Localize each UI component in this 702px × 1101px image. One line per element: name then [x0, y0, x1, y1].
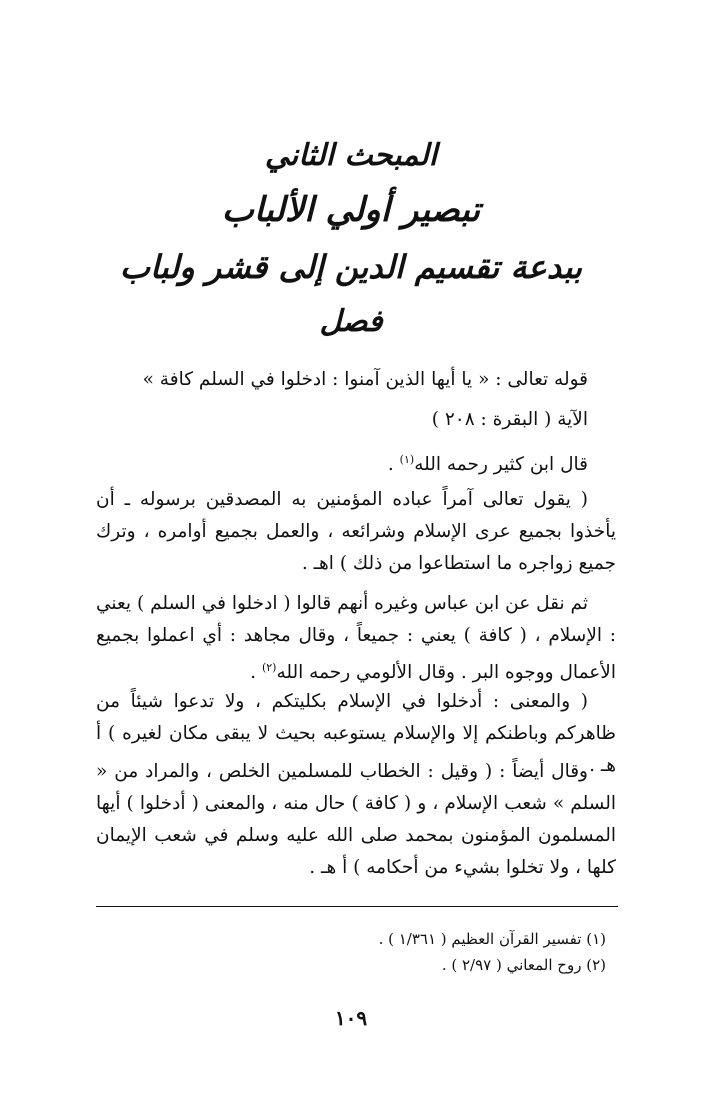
paragraph-verse-ref: الآية ( البقرة : ٢٠٨ ) [431, 409, 588, 430]
paragraph-ibn-abbas [96, 588, 616, 689]
page-number: ١٠٩ [334, 1006, 368, 1030]
paragraph-also-said: وقال أيضاً : ( وقيل : الخطاب للمسلمين الخلص ، والمراد من « السلم » شعب الإسلام ، و ( كافة ) حال منه ، والمعنى ( أدخلوا ) أيها المسلمون المؤمنون بمحمد صلى الله عليه وسلم في شعب الإيمان كلها ، ولا تخلوا بشيء من أحكامه ) أ هـ . [96, 761, 616, 878]
paragraph-meaning: ( والمعنى : أدخلوا في الإسلام بكليتكم ، ولا تدعوا شيئاً من ظاهركم وباطنكم إلا والإسلام يستوعبه بحيث لا يبقى مكان لغيره ) أ هـ . [96, 691, 616, 776]
fasl-heading: فصل [319, 304, 383, 339]
paragraph-verse: قوله تعالى : « يا أيها الذين آمنوا : ادخلوا في السلم كافة » [142, 369, 588, 390]
section-heading: المبحث الثاني [264, 138, 438, 173]
footnote-1: (١) تفسير القرآن العظيم ( ١/٣٦١ ) . [378, 930, 606, 948]
paragraph-ibn-kathir [96, 444, 616, 481]
ibn-kathir-text: قال ابن كثير رحمه الله [414, 454, 588, 476]
ibn-abbas-end: . [250, 662, 262, 684]
ibn-abbas-text: ثم نقل عن ابن عباس وغيره أنهم قالوا ( ادخلوا في السلم ) يعني : الإسلام ، ( كافة ) يعني : جميعاً ، وقال مجاهد : أي اعملوا بجميع الأعمال ووجوه البر . وقال الألومي رحمه الله [96, 593, 616, 684]
chapter-subtitle: ببدعة تقسيم الدين إلى قشر ولباب [119, 248, 583, 286]
footnote-marker-1: (١) [399, 453, 415, 466]
footnote-divider [96, 906, 618, 907]
paragraph-quote-1: ( يقول تعالى آمراً عباده المؤمنين به المصدقين برسوله ـ أن يأخذوا بجميع عرى الإسلام وشرائعه ، والعمل بجميع أوامره ، وترك جميع زواجره ما استطاعوا من ذلك ) اهـ . [96, 489, 616, 574]
chapter-title: تبصير أولي الألباب [221, 190, 481, 230]
footnote-2: (٢) روح المعاني ( ٢/٩٧ ) . [441, 956, 606, 974]
ibn-kathir-end: . [387, 454, 400, 476]
footnote-marker-2: (٢) [261, 661, 277, 674]
